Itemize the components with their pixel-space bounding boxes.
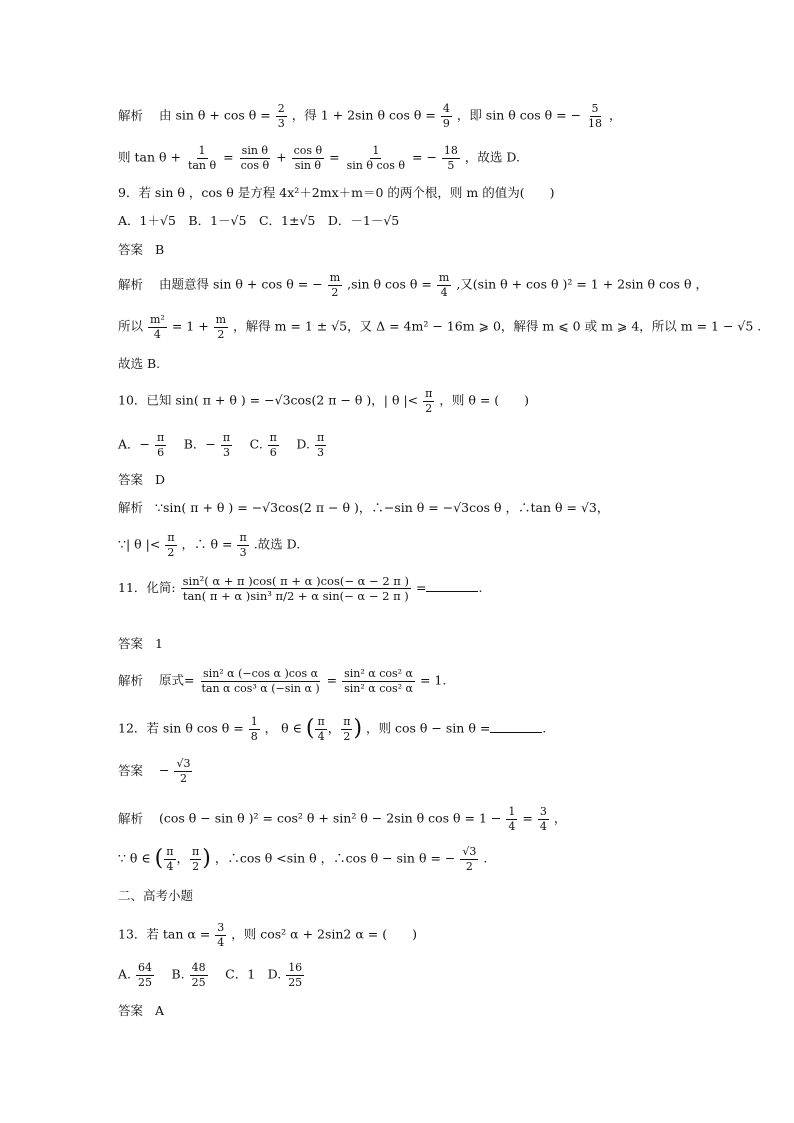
fraction: $\frac{m}{2}$ bbox=[215, 313, 227, 341]
solution-12-line-2: ∵ θ ∈ ( $\frac{\pi}{4}$ ， $\frac{\pi}{2}$ ) ，∴cos θ <sin θ ，∴cos θ − sin θ = − $\frac{√3}{2}$ . bbox=[118, 845, 488, 873]
fraction: $\frac{18}{5}$ bbox=[443, 144, 458, 172]
section-heading: 二、高考小题 bbox=[118, 888, 194, 903]
solution-label: 解析 bbox=[118, 672, 144, 688]
fraction: $\frac{5}{18}$ bbox=[588, 102, 603, 130]
solution-11: 解析 原式= $\frac{\text{sin² α (−cos α )cos α}}{\text{tan α cos³ α (−sin α )}}$ = $\frac{\text{sin² α cos² α}}{\text{sin² α cos² α}}$ = 1. bbox=[118, 667, 447, 695]
solution-label: 解析 bbox=[118, 107, 144, 123]
fraction: $\frac{\pi}{2}$ bbox=[425, 387, 433, 415]
fraction: $\frac{\pi}{2}$ bbox=[167, 531, 175, 559]
answer-12: 答案 − $\frac{√3}{2}$ bbox=[118, 757, 191, 785]
answer-9 bbox=[118, 244, 164, 257]
fraction: $\frac{\pi}{2}$ bbox=[192, 845, 200, 873]
question-9: 9．若 sin θ ，cos θ 是方程 4x²＋2mx＋m＝0 的两个根，则 m 的值为( ) bbox=[118, 185, 555, 200]
fraction: $\frac{48}{25}$ bbox=[191, 961, 206, 989]
fraction: $\frac{1}{\text{tan θ}}$ bbox=[187, 144, 217, 172]
fraction: $\frac{\pi}{3}$ bbox=[239, 531, 247, 559]
solution-label: 解析 bbox=[118, 500, 144, 515]
fraction: $\frac{\pi}{4}$ bbox=[317, 715, 325, 743]
answer-11 bbox=[118, 638, 163, 651]
solution-8-line-1: 解析 由 sin θ + cos θ = $\frac{2}{3}$ ，得 1 + 2sin θ cos θ = $\frac{4}{9}$ ，即 sin θ cos θ = − $\frac{5}{18}$ ， bbox=[118, 102, 622, 130]
fraction: $\frac{64}{25}$ bbox=[138, 961, 152, 989]
solution-8-line-2: 则 tan θ + $\frac{1}{\text{tan θ}}$ = $\frac{\text{sin θ}}{\text{cos θ}}$ + $\frac{\text{cos θ}}{\text{sin θ}}$ = $\frac{1}{\text{sin θ cos θ}}$ = − $\frac{18}{5}$ ，故选 D. bbox=[118, 144, 520, 172]
fraction: $\frac{\pi}{6}$ bbox=[269, 431, 277, 459]
fraction: $\frac{3}{4}$ bbox=[217, 921, 225, 949]
fraction: $\frac{\text{m²}}{4}$ bbox=[150, 313, 165, 341]
question-12: 12．若 sin θ cos θ = $\frac{1}{8}$ ， θ ∈ ( $\frac{\pi}{4}$ ， $\frac{\pi}{2}$ ) ，则 cos θ − sin θ = . bbox=[118, 715, 547, 743]
solution-label: 解析 bbox=[118, 810, 144, 826]
question-9-options: A．1＋√5 B．1－√5 C．1±√5 D．－1－√5 bbox=[118, 213, 400, 228]
answer-blank bbox=[426, 581, 478, 592]
answer-13 bbox=[118, 1005, 164, 1018]
fraction: $\frac{\text{sin²( α + π )cos( π + α )cos(− α − 2 π )}}{\text{tan( π + α )sin³ π/2 + α sin(− α − 2 π )}}$ bbox=[182, 574, 410, 604]
answer-blank bbox=[490, 722, 542, 733]
fraction: $\frac{1}{4}$ bbox=[508, 805, 516, 833]
question-13: 13．若 tan α = $\frac{3}{4}$ ，则 cos² α + 2sin2 α = ( ) bbox=[118, 921, 417, 949]
fraction: $\frac{\pi}{2}$ bbox=[343, 715, 351, 743]
answer-label: 答案 bbox=[118, 762, 144, 778]
fraction: $\frac{\pi}{3}$ bbox=[222, 431, 231, 459]
question-13-options: A. $\frac{64}{25}$ B. $\frac{48}{25}$ C．1 D. $\frac{16}{25}$ bbox=[118, 961, 303, 989]
fraction: $\frac{\pi}{3}$ bbox=[316, 431, 325, 459]
answer-10 bbox=[118, 474, 165, 487]
fraction: $\frac{√3}{2}$ bbox=[176, 757, 191, 785]
fraction: $\frac{\text{sin² α (−cos α )cos α}}{\text{tan α cos³ α (−sin α )}}$ bbox=[201, 667, 320, 695]
solution-9-line-1: 解析 由题意得 sin θ + cos θ = − $\frac{m}{2}$ ,sin θ cos θ = $\frac{m}{4}$ ,又(sin θ + cos θ )² = 1 + 2sin θ cos θ ， bbox=[118, 271, 708, 299]
fraction: $\frac{\text{cos θ}}{\text{sin θ}}$ bbox=[293, 144, 323, 172]
answer-label: 答案 bbox=[118, 1003, 144, 1018]
fraction: $\frac{3}{4}$ bbox=[539, 805, 547, 833]
fraction: $\frac{m}{2}$ bbox=[329, 271, 341, 299]
answer-label: 答案 bbox=[118, 636, 144, 651]
answer-value: A bbox=[155, 1003, 165, 1018]
answer-value: B bbox=[155, 242, 165, 257]
solution-9-line-3: 故选 B. bbox=[118, 356, 161, 371]
fraction: $\frac{2}{3}$ bbox=[277, 102, 285, 130]
fraction: $\frac{√3}{2}$ bbox=[462, 845, 477, 873]
fraction: $\frac{\text{sin² α cos² α}}{\text{sin² α cos² α}}$ bbox=[344, 667, 413, 695]
answer-value: 1 bbox=[155, 636, 163, 651]
solution-12-line-1: 解析 (cos θ − sin θ )² = cos² θ + sin² θ − 2sin θ cos θ = 1 − $\frac{1}{4}$ = $\frac{3}{4}$ ， bbox=[118, 805, 567, 833]
fraction: $\frac{16}{25}$ bbox=[288, 961, 303, 989]
question-11: 11．化简: $\frac{\text{sin²( α + π )cos( π + α )cos(− α − 2 π )}}{\text{tan( π + α )sin³ π/2 + α sin(− α − 2 π )}}$ = . bbox=[118, 574, 483, 604]
question-10-options: A．− $\frac{\pi}{6}$ B．− $\frac{\pi}{3}$ C. $\frac{\pi}{6}$ D. $\frac{\pi}{3}$ bbox=[118, 431, 325, 459]
fraction: $\frac{\text{sin θ}}{\text{cos θ}}$ bbox=[240, 144, 270, 172]
fraction: $\frac{m}{4}$ bbox=[438, 271, 450, 299]
question-10: 10．已知 sin( π + θ ) = −√3cos(2 π − θ )，| θ |< $\frac{\pi}{2}$ ，则 θ = ( ) bbox=[118, 387, 530, 415]
fraction: $\frac{1}{\text{sin θ cos θ}}$ bbox=[346, 144, 406, 172]
solution-10-line-1: 解析 ∵sin( π + θ ) = −√3cos(2 π − θ )，∴−sin θ = −√3cos θ ，∴tan θ = √3， bbox=[118, 500, 610, 515]
solution-10-line-2: ∵| θ |< $\frac{\pi}{2}$ ，∴ θ = $\frac{\pi}{3}$ .故选 D. bbox=[118, 531, 301, 559]
solution-9-line-2: 所以 $\frac{\text{m²}}{4}$ = 1 + $\frac{m}{2}$ ，解得 m = 1 ± √5，又 Δ = 4m² − 16m ⩾ 0，解得 m ⩽ 0 或 m ⩾ 4，所以 m = 1 − √5 . bbox=[118, 313, 762, 341]
answer-label: 答案 bbox=[118, 472, 144, 487]
fraction: $\frac{\pi}{6}$ bbox=[157, 431, 165, 459]
answer-label: 答案 bbox=[118, 242, 144, 257]
answer-value: D bbox=[155, 472, 166, 487]
fraction: $\frac{1}{8}$ bbox=[250, 715, 258, 743]
solution-label: 解析 bbox=[118, 276, 144, 292]
fraction: $\frac{4}{9}$ bbox=[442, 102, 450, 130]
fraction: $\frac{\pi}{4}$ bbox=[166, 845, 174, 873]
